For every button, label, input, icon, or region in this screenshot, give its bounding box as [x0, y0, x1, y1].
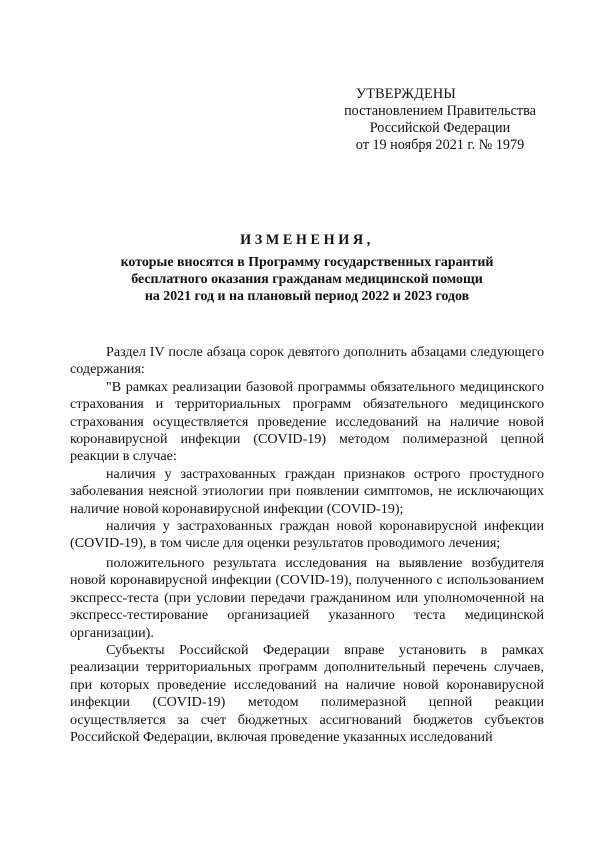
body-paragraph: "В рамках реализации базовой программы обязательного медицинского страхования и территориальных программ обязательного медицинского страхования осуществляется проведение исследований на наличие новой коронавирусной инфекции (COVID-19) методом полимеразной цепной реакции в случае: — [70, 378, 544, 465]
document-body — [70, 344, 544, 746]
body-paragraph: наличия у застрахованных граждан новой коронавирусной инфекции (COVID-19), в том числе для оценки результатов проводимого лечения; — [70, 518, 544, 552]
subtitle-line: которые вносятся в Программу государственных гарантий — [120, 255, 494, 270]
body-paragraph: Раздел IV после абзаца сорок девятого дополнить абзацами следующего содержания: — [70, 344, 544, 378]
body-paragraph: наличия у застрахованных граждан признаков острого простудного заболевания неясной этиологии при появлении симптомов, не исключающих наличие новой коронавирусной инфекции (COVID-19); — [70, 465, 544, 517]
approval-line-decree: постановлением Правительства — [344, 103, 536, 119]
approval-stamp — [330, 86, 550, 154]
approval-title: УТВЕРЖДЕНЫ — [356, 86, 456, 102]
subtitle-line: на 2021 год и на плановый период 2022 и 2023 годов — [144, 289, 470, 305]
document-subtitle — [70, 254, 544, 306]
approval-line-date: от 19 ноября 2021 г. № 1979 — [355, 137, 525, 153]
subtitle-line: бесплатного оказания гражданам медицинской помощи — [131, 272, 483, 288]
approval-line-government: Российской Федерации — [369, 120, 511, 136]
body-paragraph: Субъекты Российской Федерации вправе установить в рамках реализации территориальных программ дополнительный перечень случаев, при которых проведение исследований на наличие новой коронавирусной инфекции (COVID-19) методом полимеразной цепной реакции осуществляется за счет бюджетных ассигнований бюджетов субъектов Российской Федерации, включая проведение указанных исследований — [70, 641, 544, 745]
body-paragraph: положительного результата исследования на выявление возбудителя новой коронавирусной инфекции (COVID-19), полученного с использованием экспресс-теста (при условии передачи гражданином или уполномоченной на экспресс-тестирование организацией указанного теста медицинской организации). — [70, 554, 544, 641]
document-title: ИЗМЕНЕНИЯ, — [240, 232, 374, 248]
